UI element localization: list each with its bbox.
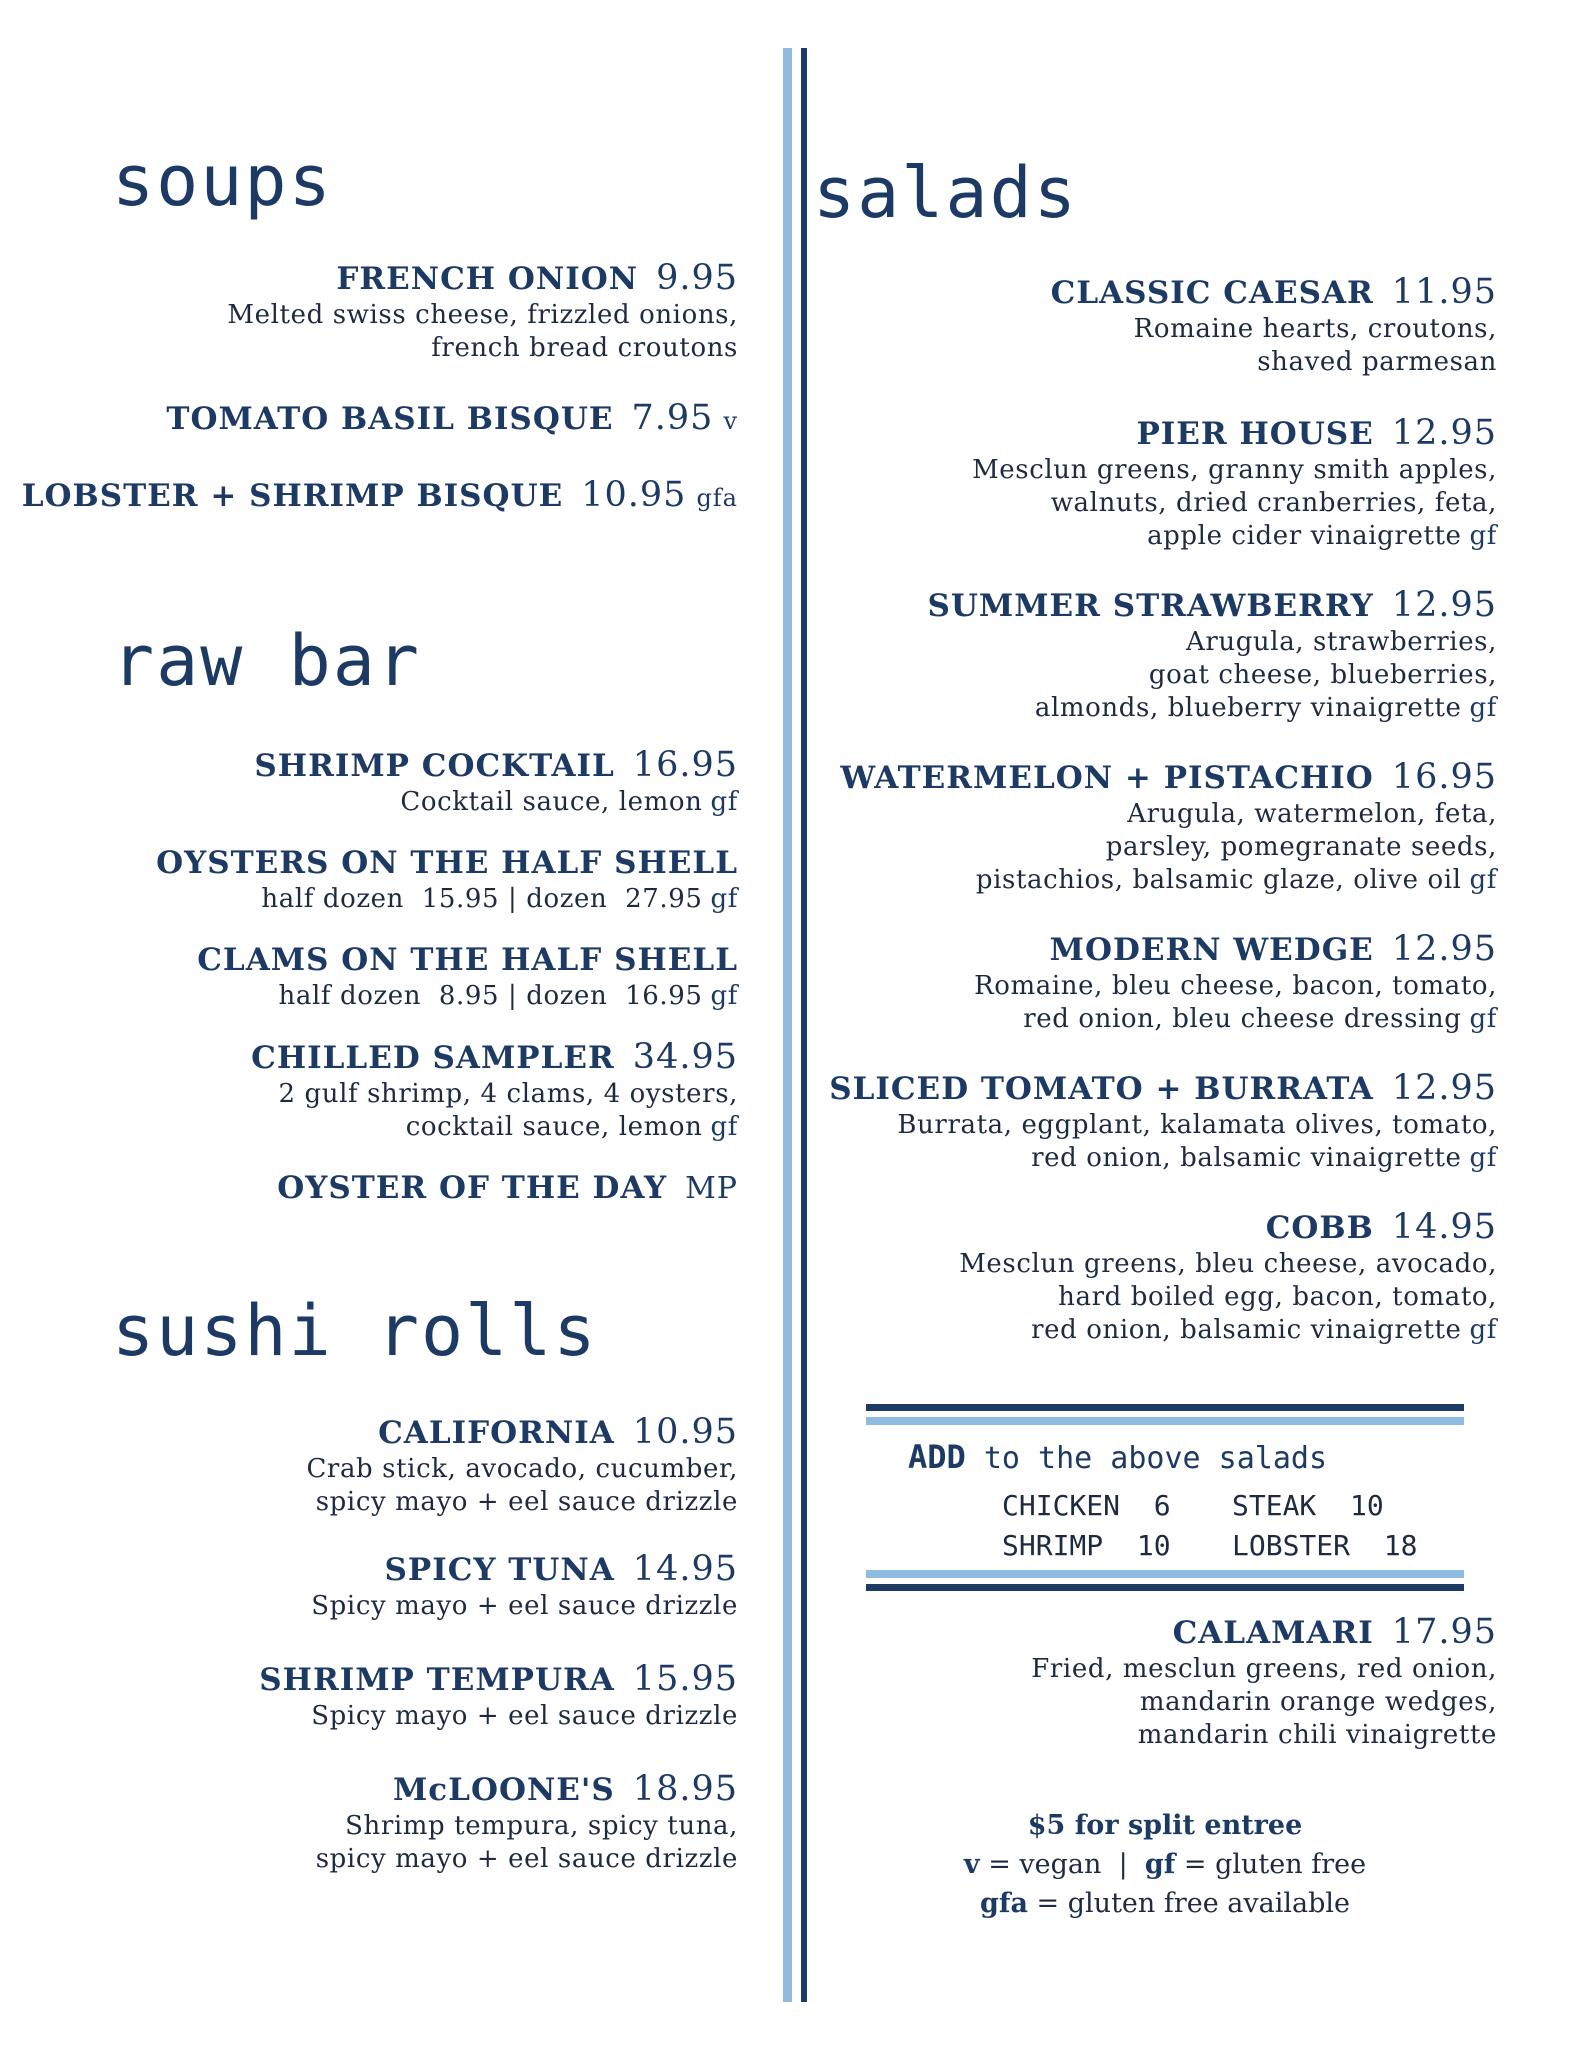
item-name: CLAMS ON THE HALF SHELL [197, 942, 738, 978]
item-price: 17.95 [1391, 1612, 1497, 1652]
item-price: 14.95 [632, 1549, 738, 1589]
item-price: 9.95 [656, 258, 738, 298]
item-price: 34.95 [632, 1037, 738, 1077]
item-description: Spicy mayo + eel sauce drizzle [311, 1701, 738, 1731]
item-name: CLASSIC CAESAR [1050, 275, 1374, 311]
diet-tag: gf [710, 884, 738, 914]
legend-v-text: = vegan | [979, 1849, 1145, 1880]
diet-tag: gf [710, 981, 738, 1011]
item-description: Fried, mesclun greens, red onion, [1031, 1654, 1497, 1684]
item-description: Arugula, strawberries, [1185, 627, 1497, 657]
salads-section [777, 272, 1497, 1347]
item-description: Mesclun greens, granny smith apples, [972, 455, 1497, 485]
item-description: hard boiled egg, bacon, tomato, [1058, 1282, 1497, 1312]
diet-tag: gf [710, 1112, 738, 1142]
legend-gfa: gfa [979, 1888, 1028, 1919]
item-description: red onion, balsamic vinaigrette [1031, 1315, 1462, 1345]
addon-item: SHRIMP 10 [1002, 1529, 1171, 1562]
diet-tag: gf [1469, 865, 1497, 895]
item-description: spicy mayo + eel sauce drizzle [315, 1487, 738, 1517]
item-description: mandarin orange wedges, [1139, 1687, 1497, 1717]
item-description: goat cheese, blueberries, [1148, 660, 1497, 690]
item-name: SHRIMP COCKTAIL [254, 748, 615, 784]
addons-top-rule [866, 1404, 1464, 1425]
item-name: LOBSTER + SHRIMP BISQUE [21, 478, 564, 514]
item-description: shaved parmesan [1257, 347, 1497, 377]
menu-item [18, 258, 738, 365]
item-price: 12.95 [1391, 929, 1497, 969]
item-description: Crab stick, avocado, cucumber, [306, 1454, 738, 1484]
item-name: McLOONE'S [392, 1772, 615, 1808]
menu-item [18, 1168, 738, 1209]
sushi-rolls-title: sushi rolls [112, 1290, 598, 1372]
item-description: red onion, bleu cheese dressing [1023, 1004, 1462, 1034]
item-name: SUMMER STRAWBERRY [927, 588, 1374, 624]
item-description: half dozen 8.95 | dozen 16.95 [278, 981, 703, 1011]
menu-item [777, 272, 1497, 379]
item-name: FRENCH ONION [336, 261, 639, 297]
item-description: almonds, blueberry vinaigrette [1034, 693, 1462, 723]
salads-title: salads [813, 152, 1078, 234]
item-name: PIER HOUSE [1136, 416, 1374, 452]
item-price: 16.95 [632, 745, 738, 785]
sushi-rolls-section [18, 1412, 738, 1876]
menu-item [777, 1068, 1497, 1175]
menu-item [18, 745, 738, 819]
addon-item: LOBSTER 18 [1232, 1529, 1418, 1562]
item-price: 16.95 [1391, 757, 1497, 797]
legend-v: v [963, 1849, 980, 1880]
menu-item [18, 1037, 738, 1144]
addon-item: CHICKEN 6 [1002, 1489, 1171, 1522]
item-name: OYSTERS ON THE HALF SHELL [156, 845, 738, 881]
raw-bar-title: raw bar [112, 620, 422, 702]
menu-item [18, 843, 738, 916]
addons-bottom-rule [866, 1570, 1464, 1591]
item-description: walnuts, dried cranberries, feta, [1050, 488, 1497, 518]
diet-tag: gf [710, 787, 738, 817]
item-name: SLICED TOMATO + BURRATA [829, 1071, 1374, 1107]
item-description: Melted swiss cheese, frizzled onions, [227, 300, 738, 330]
item-price: 12.95 [1391, 1068, 1497, 1108]
item-name: MODERN WEDGE [1049, 932, 1374, 968]
item-description: Arugula, watermelon, feta, [1127, 799, 1497, 829]
addons-title: to the above salads [983, 1441, 1328, 1476]
calamari-item [777, 1612, 1497, 1752]
soups-section [18, 258, 738, 518]
item-description: apple cider vinaigrette [1147, 521, 1462, 551]
item-description: pistachios, balsamic glaze, olive oil [975, 865, 1462, 895]
legend-gf-text: = gluten free [1175, 1849, 1367, 1880]
menu-item [777, 1207, 1497, 1347]
item-description: 2 gulf shrimp, 4 clams, 4 oysters, [278, 1079, 738, 1109]
item-description: Burrata, eggplant, kalamata olives, tomato, [897, 1110, 1497, 1140]
menu-item [18, 940, 738, 1013]
item-description: red onion, balsamic vinaigrette [1031, 1143, 1462, 1173]
item-description: Shrimp tempura, spicy tuna, [345, 1811, 738, 1841]
menu-item [18, 1549, 738, 1623]
diet-tag: gf [1469, 693, 1497, 723]
item-price: 12.95 [1391, 413, 1497, 453]
addons-box [908, 1438, 1418, 1566]
item-description: spicy mayo + eel sauce drizzle [315, 1844, 738, 1874]
raw-bar-section [18, 745, 738, 1209]
item-name: TOMATO BASIL BISQUE [166, 401, 614, 437]
item-description: Mesclun greens, bleu cheese, avocado, [959, 1249, 1497, 1279]
addon-item: STEAK 10 [1232, 1489, 1384, 1522]
item-description: Cocktail sauce, lemon [400, 787, 703, 817]
menu-item [18, 1659, 738, 1733]
item-name: OYSTER OF THE DAY [277, 1170, 668, 1206]
menu-item [18, 1412, 738, 1519]
legend [866, 1806, 1464, 1923]
item-price: 18.95 [632, 1769, 738, 1809]
item-price: MP [685, 1171, 738, 1206]
item-description: Spicy mayo + eel sauce drizzle [311, 1591, 738, 1621]
item-price: 12.95 [1391, 585, 1497, 625]
item-description: Romaine hearts, croutons, [1133, 314, 1497, 344]
diet-tag: gf [1469, 1315, 1497, 1345]
item-price: 7.95 [631, 398, 714, 438]
legend-gfa-text: = gluten free available [1027, 1888, 1351, 1919]
menu-item [777, 585, 1497, 725]
menu-item [777, 929, 1497, 1036]
item-name: SPICY TUNA [384, 1552, 615, 1588]
split-entree-note: $5 for split entree [1027, 1810, 1303, 1841]
menu-item [18, 398, 738, 441]
soups-title: soups [112, 140, 333, 222]
item-description: half dozen 15.95 | dozen 27.95 [261, 884, 703, 914]
item-name: CALIFORNIA [378, 1415, 615, 1451]
legend-gf: gf [1144, 1849, 1176, 1880]
diet-tag: gfa [696, 484, 738, 512]
item-name: WATERMELON + PISTACHIO [840, 760, 1374, 796]
item-description: Romaine, bleu cheese, bacon, tomato, [974, 971, 1497, 1001]
item-price: 10.95 [581, 475, 687, 515]
diet-tag: gf [1469, 1143, 1497, 1173]
diet-tag: gf [1469, 521, 1497, 551]
item-description: french bread croutons [431, 333, 738, 363]
item-price: 15.95 [632, 1659, 738, 1699]
menu-item [777, 757, 1497, 897]
addons-add-word: ADD [908, 1438, 966, 1476]
item-name: SHRIMP TEMPURA [259, 1662, 615, 1698]
diet-tag: v [723, 407, 738, 435]
item-price: 14.95 [1391, 1207, 1497, 1247]
item-price: 11.95 [1391, 272, 1497, 312]
item-name: COBB [1265, 1210, 1374, 1246]
item-price: 10.95 [632, 1412, 738, 1452]
item-description: parsley, pomegranate seeds, [1105, 832, 1497, 862]
item-description: mandarin chili vinaigrette [1137, 1720, 1497, 1750]
item-name: CHILLED SAMPLER [251, 1040, 615, 1076]
menu-item [18, 1769, 738, 1876]
menu-item [777, 413, 1497, 553]
diet-tag: gf [1469, 1004, 1497, 1034]
item-description: cocktail sauce, lemon [405, 1112, 703, 1142]
item-name: CALAMARI [1172, 1615, 1374, 1651]
menu-item [18, 475, 738, 518]
